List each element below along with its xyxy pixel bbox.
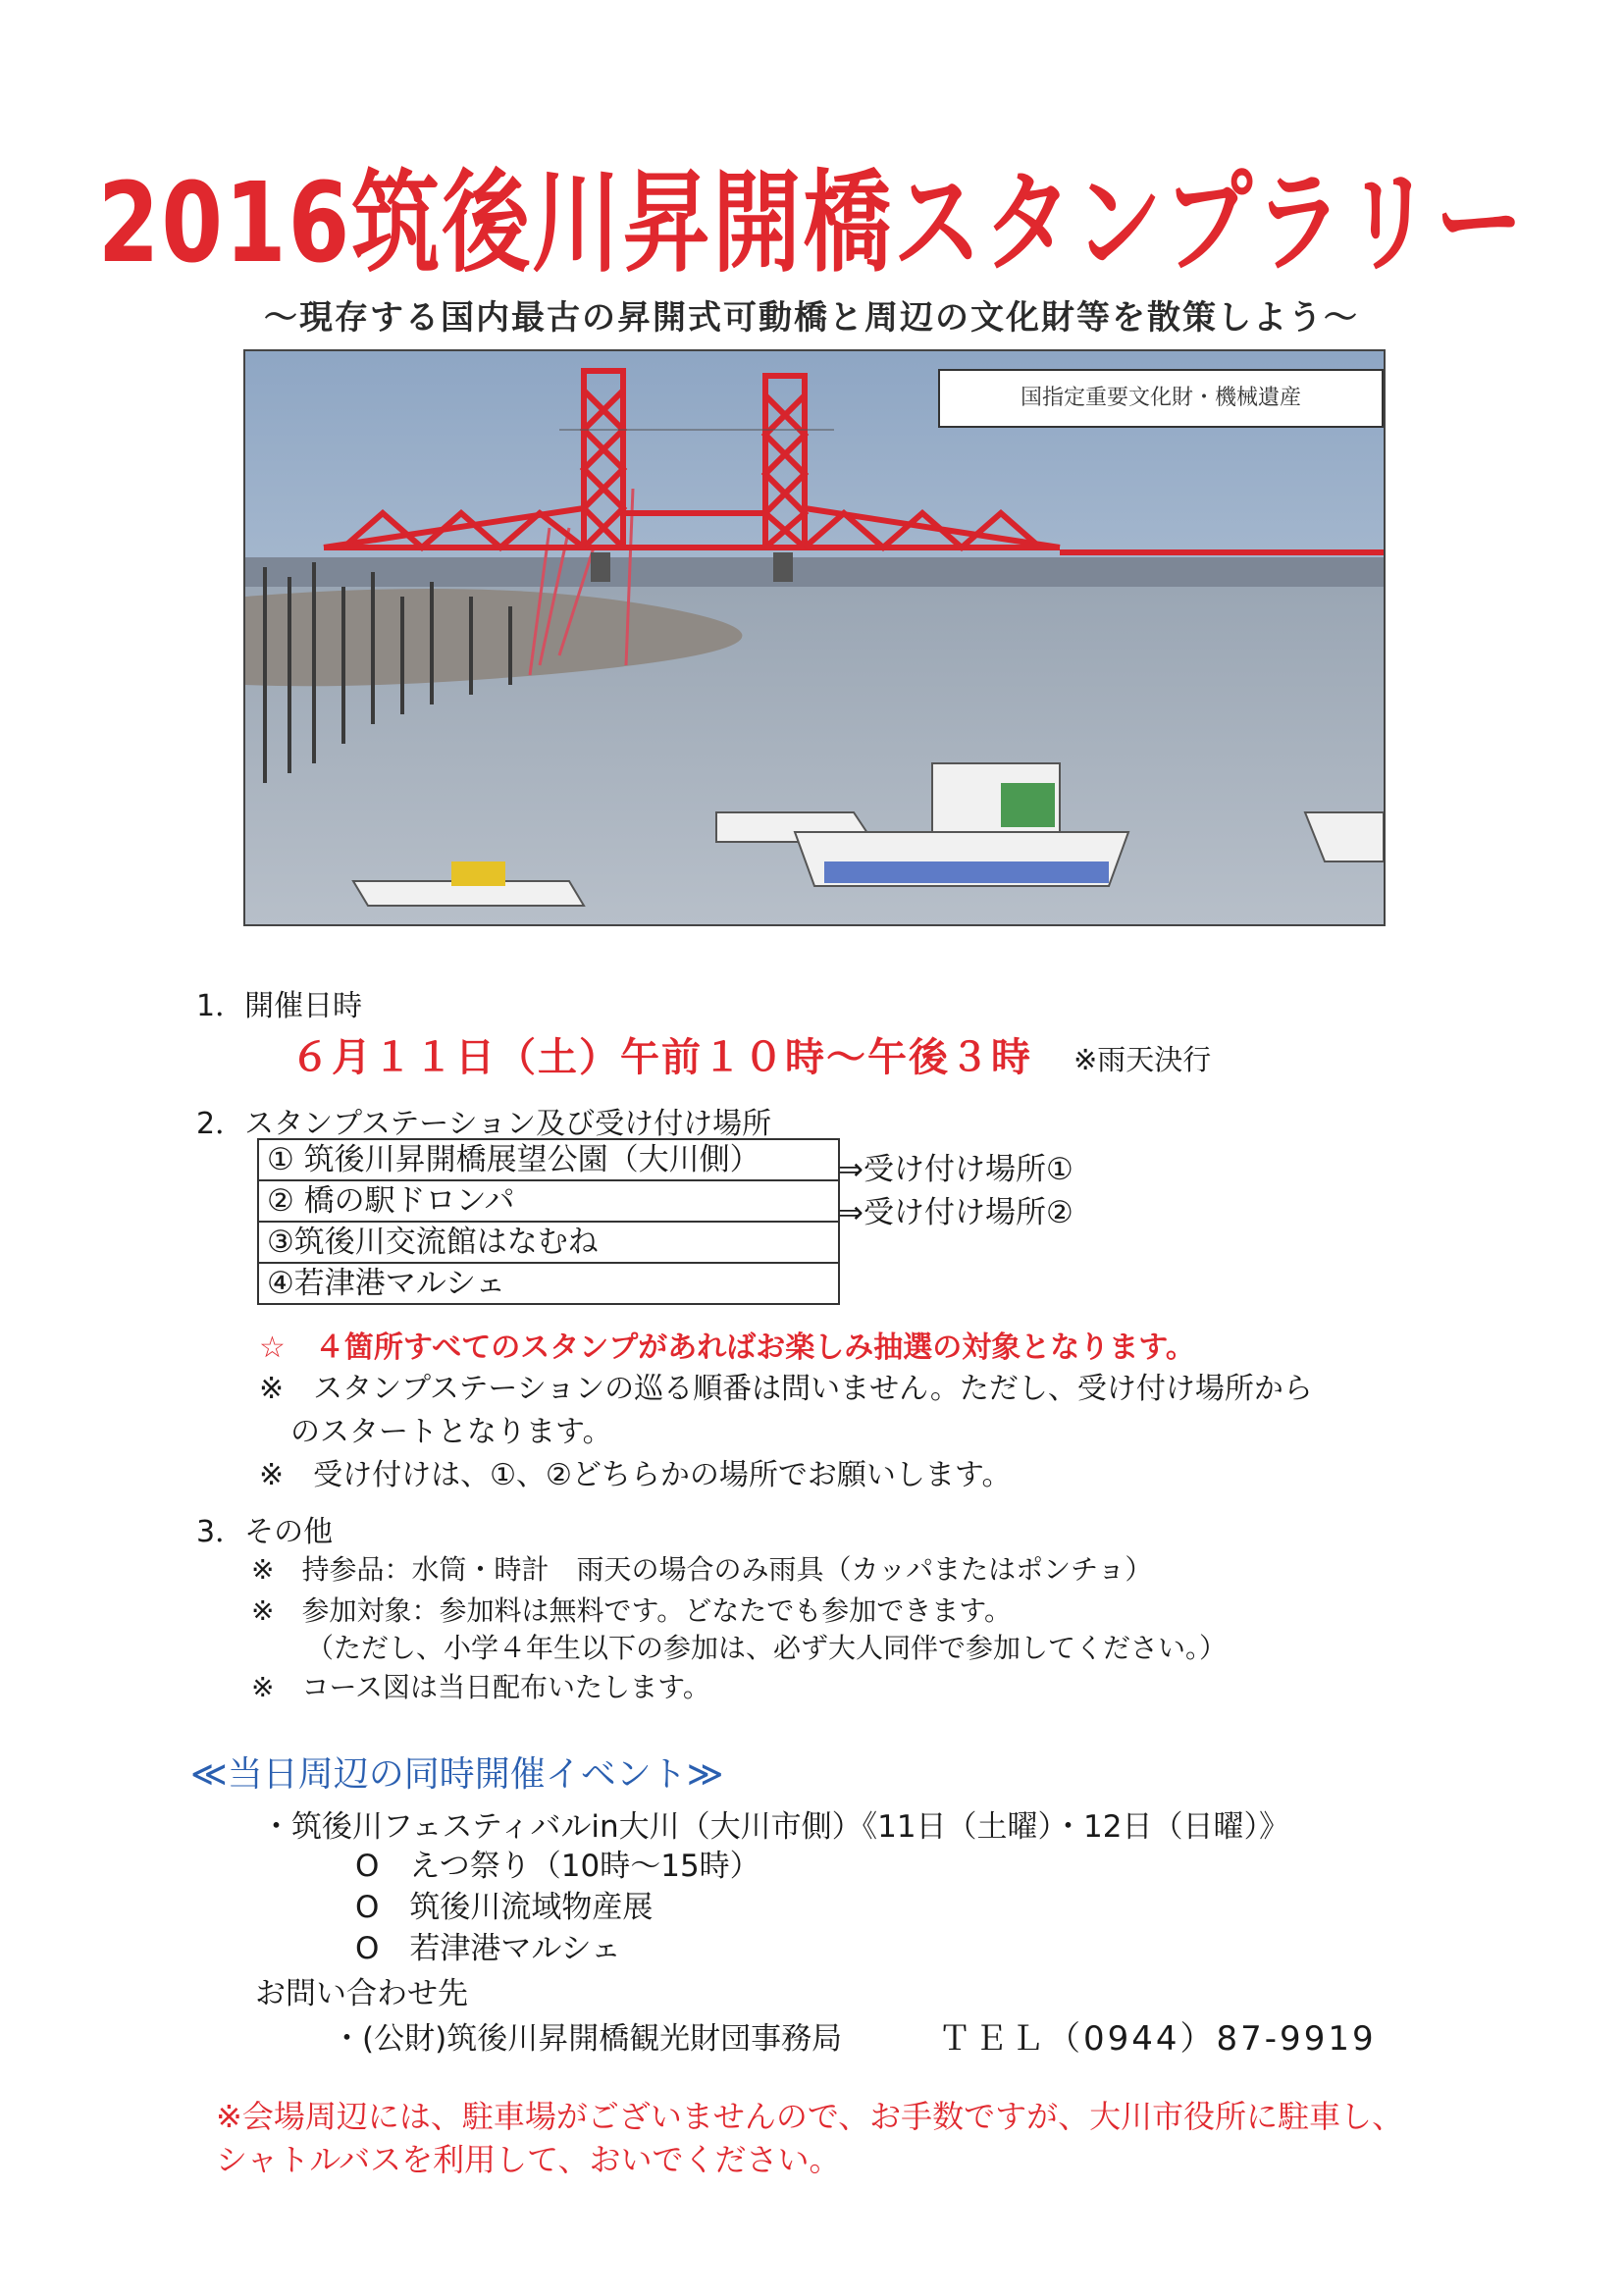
event-item: O えつ祭り（10時～15時） xyxy=(355,1849,760,1884)
section1-heading: 1．開催日時 xyxy=(196,989,363,1023)
station-1: ① 筑後川昇開橋展望公園（大川側） xyxy=(258,1139,839,1180)
rain-note: ※雨天決行 xyxy=(1073,1043,1212,1076)
bridge-illustration xyxy=(245,351,1384,924)
page-subtitle: ～現存する国内最古の昇開式可動橋と周辺の文化財等を散策しよう～ xyxy=(264,298,1359,338)
festival-line: ・筑後川フェスティバルin大川（大川市側）《11日（土曜）・12日（日曜）》 xyxy=(261,1809,1289,1845)
lottery-note: ☆ ４箇所すべてのスタンプがあればお楽しみ抽選の対象となります。 xyxy=(259,1331,1195,1365)
contact-tel: ＴＥＬ（0944）87-9919 xyxy=(938,2019,1377,2059)
event-datetime: ６月１１日（土）午前１０時～午後３時 xyxy=(290,1035,1032,1080)
section3-heading: 3．その他 xyxy=(196,1515,334,1549)
page-title: 2016筑後川昇開橋スタンプラリー xyxy=(97,159,1526,288)
station-4: ④若津港マルシェ xyxy=(258,1263,839,1304)
reception-note: ※ 受け付けは、①、②どちらかの場所でお願いします。 xyxy=(259,1458,1012,1492)
reception-2: ⇒受け付け場所② xyxy=(838,1195,1073,1230)
section2-heading: 2．スタンプステーション及び受け付け場所 xyxy=(196,1107,772,1141)
contact-heading: お問い合わせ先 xyxy=(255,1976,468,2011)
contact-org: ・(公財)筑後川昇開橋観光財団事務局 xyxy=(332,2021,843,2057)
list-item: ※ コース図は当日配布いたします。 xyxy=(251,1671,710,1703)
bridge-photo xyxy=(243,349,1386,926)
list-item: （ただし、小学４年生以下の参加は、必ず大人同伴で参加してください。） xyxy=(306,1632,1228,1664)
station-3: ③筑後川交流館はなむね xyxy=(258,1222,839,1263)
event-item: O 若津港マルシェ xyxy=(355,1931,622,1966)
parking-note: ※会場周辺には、駐車場がございませんので、お手数ですが、大川市役所に駐車し、 xyxy=(216,2098,1404,2135)
table-row xyxy=(258,1180,839,1222)
table-row xyxy=(258,1222,839,1263)
reception-1: ⇒受け付け場所① xyxy=(838,1152,1073,1187)
event-item: O 筑後川流域物産展 xyxy=(355,1890,654,1925)
table-row xyxy=(258,1263,839,1304)
order-note-continued: のスタートとなります。 xyxy=(290,1415,612,1449)
list-item: ※ 参加対象：参加料は無料です。どなたでも参加できます。 xyxy=(251,1594,1012,1627)
order-note: ※ スタンプステーションの巡る順番は問いません。ただし、受け付け場所から xyxy=(259,1372,1313,1406)
parking-note-continued: シャトルバスを利用して、おいでください。 xyxy=(216,2141,841,2178)
station-2: ② 橋の駅ドロンパ xyxy=(258,1180,839,1222)
station-table xyxy=(257,1138,840,1305)
heritage-caption: 国指定重要文化財・機械遺産 xyxy=(938,369,1384,428)
table-row xyxy=(258,1139,839,1180)
list-item: ※ 持参品：水筒・時計 雨天の場合のみ雨具（カッパまたはポンチョ） xyxy=(251,1553,1153,1586)
events-heading: ≪当日周辺の同時開催イベント≫ xyxy=(190,1754,724,1795)
